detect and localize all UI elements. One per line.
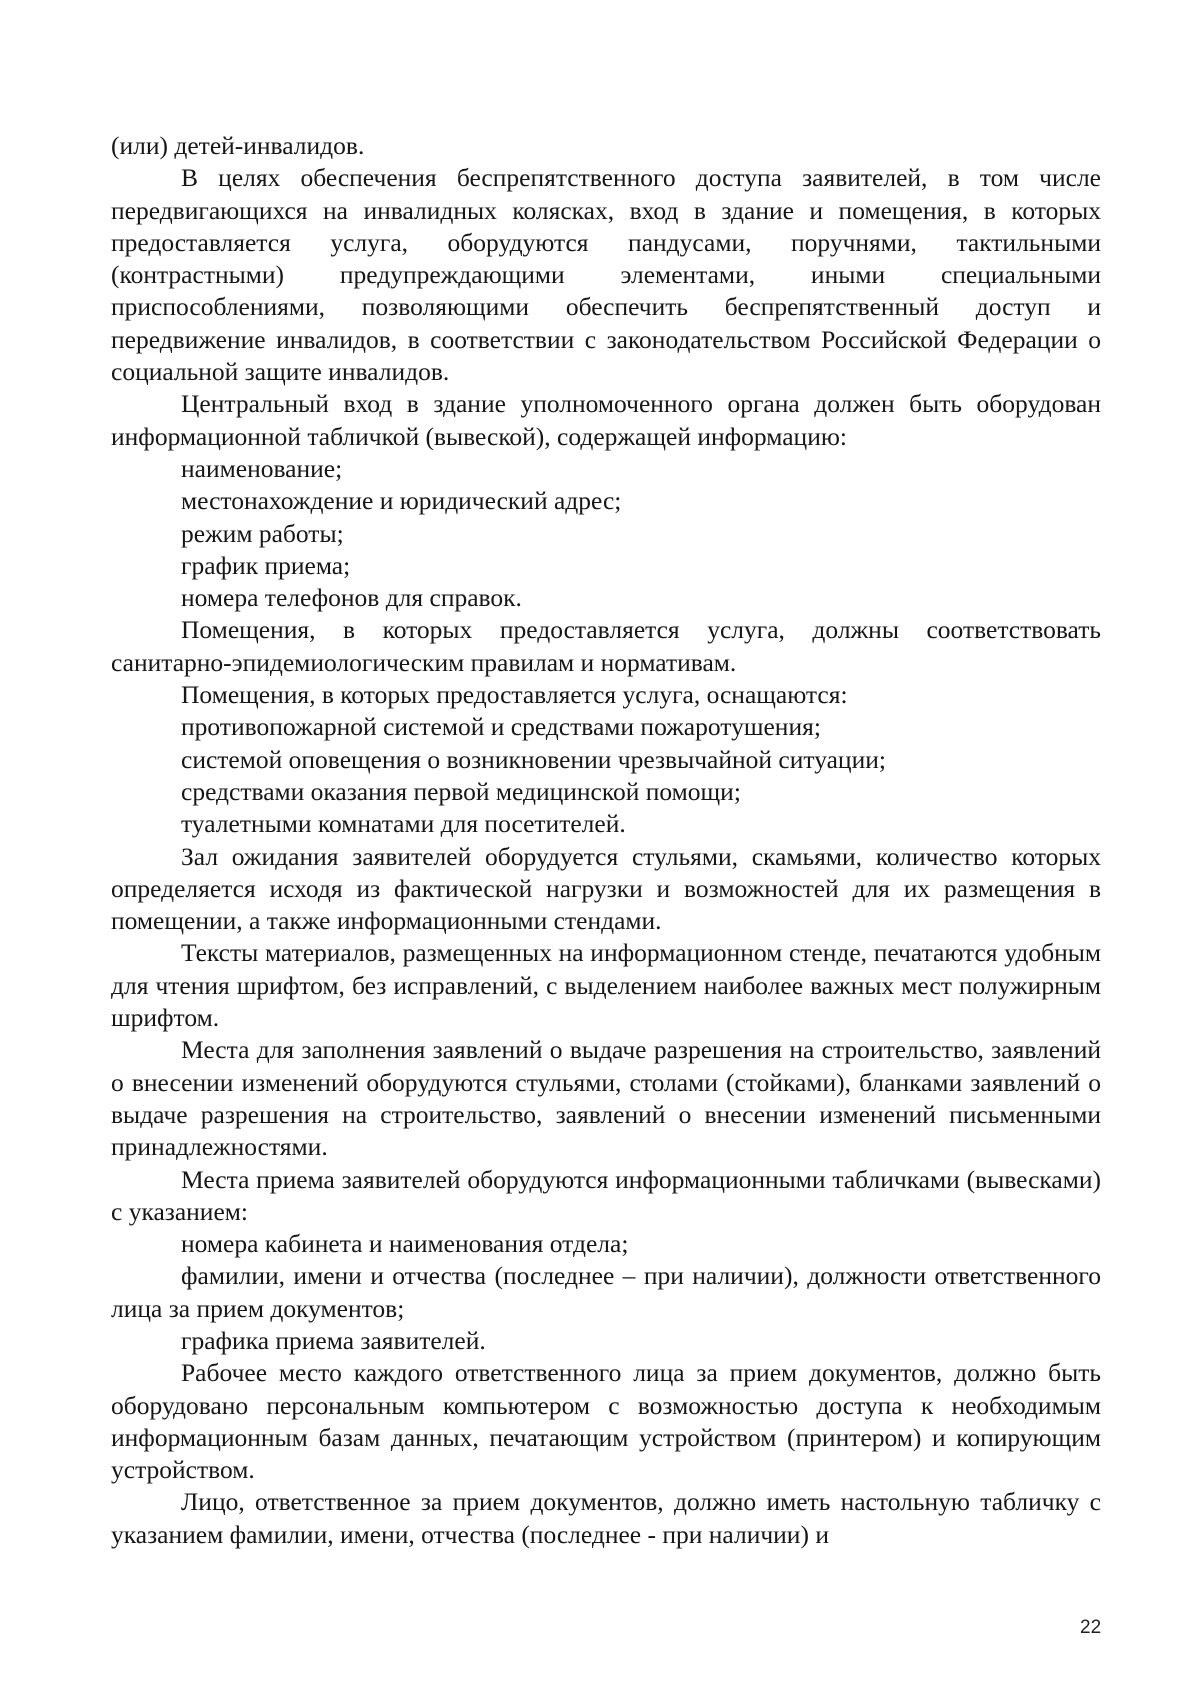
list-item: графика приема заявителей. — [181, 1325, 486, 1355]
paragraph: (или) детей-инвалидов. — [111, 131, 365, 160]
list-item: системой оповещения о возникновении чрезвычайной ситуации; — [181, 744, 886, 774]
list-item: туалетными комнатами для посетителей. — [181, 809, 626, 839]
paragraph: Рабочее место каждого ответственного лица за прием документов, должно быть оборудовано персональным компьютером с возможностью доступа к необходимым информационным базам данных, печатающим устройством (принтером) и копирующим устройством. — [111, 1358, 1101, 1485]
list-item: местонахождение и юридический адрес; — [181, 486, 622, 516]
list-item: график приема; — [181, 550, 351, 580]
list-item: наименование; — [181, 453, 343, 483]
list-item: номера кабинета и наименования отдела; — [181, 1229, 629, 1259]
page-number: 22 — [1080, 1617, 1102, 1638]
paragraph: Помещения, в которых предоставляется услуга, оснащаются: — [181, 680, 848, 710]
paragraph: Зал ожидания заявителей оборудуется стульями, скамьями, количество которых определяется исходя из фактической нагрузки и возможностей для их размещения в помещении, а также информационными стендами. — [111, 841, 1101, 936]
paragraph: Места для заполнения заявлений о выдаче разрешения на строительство, заявлений о внесении изменений оборудуются стульями, столами (стойками), бланками заявлений о выдаче разрешения на строительство, заявлений о внесении изменений письменными принадлежностями. — [111, 1035, 1101, 1162]
paragraph: Места приема заявителей оборудуются информационными табличками (вывесками) с указанием: — [111, 1164, 1101, 1226]
list-item: номера телефонов для справок. — [181, 583, 522, 613]
paragraph: Помещения, в которых предоставляется услуга, должны соответствовать санитарно-эпидемиологическим правилам и нормативам. — [111, 615, 1101, 677]
paragraph: В целях обеспечения беспрепятственного доступа заявителей, в том числе передвигающихся на инвалидных колясках, вход в здание и помещения, в которых предоставляется услуга, оборудуются пандусами, поручнями, тактильными (контрастными) предупреждающими элементами, иными специальными приспособлениями, позволяющими обеспечить беспрепятственный доступ и передвижение инвалидов, в соответствии с законодательством Российской Федерации о социальной защите инвалидов. — [111, 163, 1101, 387]
paragraph: Центральный вход в здание уполномоченного органа должен быть оборудован информационной табличкой (вывеской), содержащей информацию: — [111, 389, 1101, 451]
paragraph: Лицо, ответственное за прием документов, должно иметь настольную табличку с указанием фамилии, имени, отчества (последнее - при наличии) и — [111, 1487, 1101, 1549]
list-item: средствами оказания первой медицинской помощи; — [181, 776, 741, 806]
paragraph: фамилии, имени и отчества (последнее – при наличии), должности ответственного лица за прием документов; — [111, 1261, 1101, 1323]
paragraph: Тексты материалов, размещенных на информационном стенде, печатаются удобным для чтения шрифтом, без исправлений, с выделением наиболее важных мест полужирным шрифтом. — [111, 938, 1101, 1033]
list-item: режим работы; — [181, 518, 344, 548]
list-item: противопожарной системой и средствами пожаротушения; — [181, 712, 821, 742]
document-page — [111, 130, 1101, 1551]
